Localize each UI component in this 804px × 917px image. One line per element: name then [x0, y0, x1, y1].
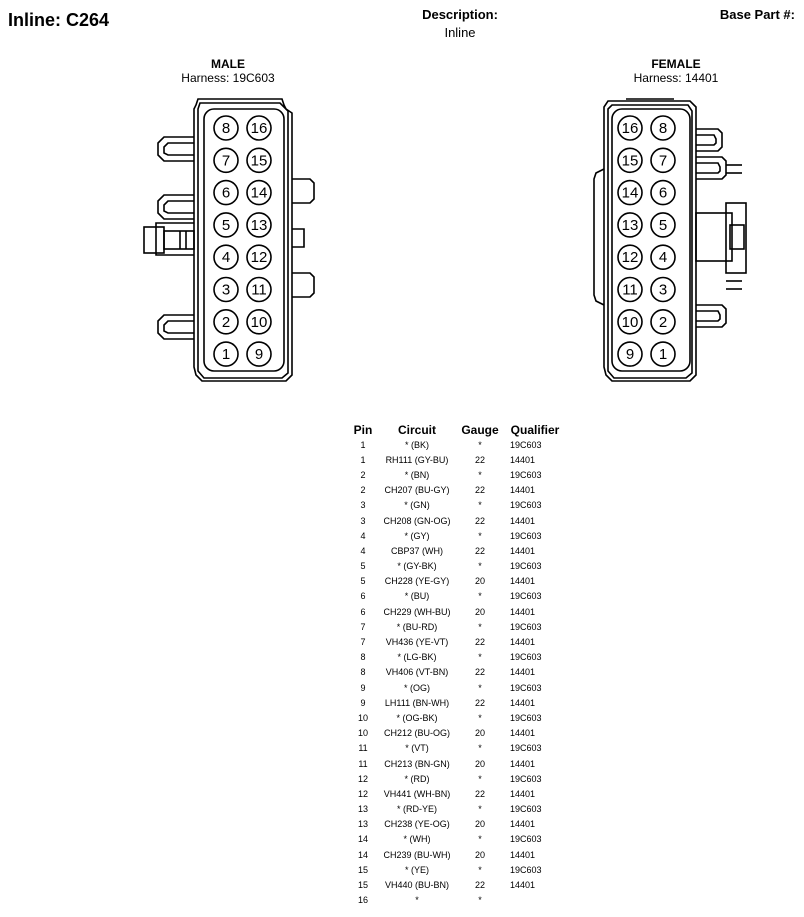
female-connector-title — [596, 57, 756, 85]
cell-pin: 12 — [357, 788, 368, 799]
male-pin-grid — [214, 116, 271, 366]
cell-pin: 2 — [360, 469, 366, 480]
cell-pin: 3 — [360, 515, 366, 526]
cell-gauge: 20 — [474, 849, 485, 860]
female-pin-number: 8 — [658, 120, 668, 137]
cell-qualifier: 19C603 — [510, 864, 542, 875]
cell-pin: 12 — [357, 773, 368, 784]
cell-gauge: 20 — [474, 728, 485, 739]
male-pin-number: 3 — [221, 281, 231, 299]
table-row — [348, 650, 566, 665]
cell-qualifier: 14401 — [510, 515, 536, 526]
cell-pin: 4 — [360, 530, 366, 541]
cell-pin: 9 — [360, 697, 366, 708]
male-pin-number: 11 — [251, 281, 267, 299]
female-connector-body — [594, 99, 746, 381]
cell-pin: 6 — [360, 606, 366, 617]
cell-circuit: * (BK) — [404, 439, 429, 450]
cell-qualifier: 14401 — [510, 758, 536, 769]
cell-pin: 13 — [357, 804, 368, 815]
cell-qualifier: 19C603 — [510, 834, 542, 845]
pinout-table — [348, 423, 566, 908]
cell-gauge: 22 — [474, 545, 485, 556]
table-row — [348, 604, 566, 619]
female-pin-number: 15 — [621, 152, 639, 170]
table-row — [348, 634, 566, 649]
table-row — [348, 741, 566, 756]
cell-gauge: * — [478, 469, 482, 480]
table-row — [348, 786, 566, 801]
cell-gauge: * — [478, 712, 482, 723]
table-row — [348, 832, 566, 847]
table-row — [348, 437, 566, 452]
cell-qualifier: 14401 — [510, 485, 536, 496]
table-row — [348, 574, 566, 589]
cell-gauge: 22 — [474, 788, 485, 799]
cell-qualifier: 14401 — [510, 819, 536, 830]
table-row — [348, 802, 566, 817]
cell-circuit: RH111 (GY-BU) — [385, 454, 449, 465]
cell-pin: 8 — [360, 667, 366, 678]
cell-gauge: * — [478, 439, 482, 450]
table-row — [348, 817, 566, 832]
cell-gauge: 22 — [474, 667, 485, 678]
table-row — [348, 452, 566, 467]
description-value: Inline — [444, 25, 476, 40]
cell-qualifier: 19C603 — [510, 500, 542, 511]
cell-gauge: * — [478, 621, 482, 632]
cell-circuit: * (VT) — [405, 743, 429, 754]
table-row — [348, 467, 566, 482]
cell-pin: 14 — [357, 849, 368, 860]
cell-circuit: * — [415, 895, 419, 906]
cell-qualifier: 14401 — [510, 606, 536, 617]
cell-circuit: CH208 (GN-OG) — [383, 515, 451, 526]
cell-circuit: CBP37 (WH) — [390, 545, 443, 556]
cell-gauge: * — [478, 743, 482, 754]
cell-pin: 7 — [360, 637, 366, 648]
cell-circuit: * (OG) — [404, 682, 430, 693]
male-harness: Harness: 19C603 — [181, 71, 275, 85]
cell-circuit: CH213 (BN-GN) — [384, 758, 450, 769]
cell-qualifier: 14401 — [510, 454, 536, 465]
header-gauge: Gauge — [461, 423, 499, 437]
cell-qualifier: 19C603 — [510, 469, 542, 480]
cell-circuit: LH111 (BN-WH) — [384, 697, 450, 708]
cell-pin: 8 — [360, 652, 366, 663]
table-row — [348, 710, 566, 725]
cell-pin: 2 — [360, 485, 366, 496]
cell-pin: 15 — [357, 880, 368, 891]
cell-gauge: 22 — [474, 697, 485, 708]
cell-qualifier: 19C603 — [510, 530, 542, 541]
base-part-label: Base Part #: — [719, 7, 795, 22]
male-pin-number: 16 — [250, 120, 268, 137]
cell-pin: 4 — [360, 545, 366, 556]
page-title: Inline: C264 — [8, 10, 110, 30]
cell-gauge: 22 — [474, 485, 485, 496]
cell-gauge: * — [478, 682, 482, 693]
cell-pin: 11 — [358, 743, 368, 754]
female-pin-number: 6 — [658, 184, 668, 202]
header-circuit: Circuit — [397, 423, 436, 437]
cell-pin: 7 — [360, 621, 366, 632]
cell-qualifier: 14401 — [510, 880, 536, 891]
male-pin-number: 5 — [221, 216, 231, 234]
female-pin-number: 3 — [658, 281, 668, 299]
female-pin-number: 5 — [658, 216, 668, 234]
cell-gauge: 20 — [474, 606, 485, 617]
table-row — [348, 680, 566, 695]
male-pin-number: 10 — [250, 313, 268, 331]
cell-qualifier: 19C603 — [510, 439, 542, 450]
table-row — [348, 862, 566, 877]
cell-pin: 3 — [360, 500, 366, 511]
cell-circuit: * (WH) — [403, 834, 431, 845]
table-row — [348, 513, 566, 528]
cell-circuit: * (GY) — [404, 530, 430, 541]
male-pin-number: 6 — [221, 184, 231, 202]
table-header-row — [348, 423, 566, 437]
cell-circuit: * (BU-RD) — [396, 621, 438, 632]
cell-gauge: 22 — [474, 454, 485, 465]
female-pin-number: 7 — [658, 152, 668, 170]
male-connector-title — [148, 57, 308, 85]
cell-qualifier: 19C603 — [510, 621, 542, 632]
table-row — [348, 665, 566, 680]
male-pin-number: 12 — [250, 249, 268, 267]
table-row — [348, 726, 566, 741]
male-connector-diagram — [140, 95, 325, 387]
table-row — [348, 695, 566, 710]
cell-circuit: CH212 (BU-OG) — [383, 728, 450, 739]
description-label: Description: — [422, 7, 498, 22]
female-pin-number: 2 — [658, 313, 668, 331]
cell-circuit: * (GN) — [404, 500, 430, 511]
male-pin-number: 2 — [221, 313, 231, 331]
table-row — [348, 847, 566, 862]
cell-pin: 5 — [360, 561, 366, 572]
table-row — [348, 756, 566, 771]
female-pin-number: 13 — [621, 216, 639, 234]
table-row — [348, 893, 566, 908]
table-row — [348, 559, 566, 574]
table-row — [348, 619, 566, 634]
cell-circuit: VH440 (BU-BN) — [384, 880, 449, 891]
table-row — [348, 877, 566, 892]
cell-gauge: * — [478, 591, 482, 602]
female-pin-number: 10 — [621, 313, 639, 331]
cell-circuit: CH238 (YE-OG) — [384, 819, 450, 830]
cell-pin: 10 — [357, 712, 368, 723]
cell-gauge: * — [478, 561, 482, 572]
male-pin-number: 15 — [250, 152, 268, 170]
cell-gauge: 20 — [474, 758, 485, 769]
female-pin-number: 14 — [621, 184, 639, 202]
male-pin-number: 9 — [254, 346, 264, 364]
cell-circuit: VH436 (YE-VT) — [385, 637, 449, 648]
cell-circuit: CH239 (BU-WH) — [383, 849, 451, 860]
cell-qualifier — [504, 893, 566, 908]
cell-pin: 13 — [357, 819, 368, 830]
cell-gauge: * — [478, 652, 482, 663]
cell-pin: 15 — [357, 864, 368, 875]
table-row — [348, 483, 566, 498]
cell-pin: 10 — [357, 728, 368, 739]
cell-circuit: * (OG-BK) — [396, 712, 438, 723]
cell-gauge: * — [478, 773, 482, 784]
male-connector-body — [144, 99, 314, 381]
cell-gauge: 22 — [474, 880, 485, 891]
table-row — [348, 498, 566, 513]
cell-qualifier: 19C603 — [510, 682, 542, 693]
cell-gauge: 22 — [474, 515, 485, 526]
cell-pin: 9 — [360, 682, 366, 693]
cell-circuit: * (BN) — [404, 469, 430, 480]
cell-pin: 11 — [358, 758, 368, 769]
table-row — [348, 528, 566, 543]
cell-qualifier: 14401 — [510, 637, 536, 648]
cell-pin: 1 — [360, 454, 366, 465]
cell-circuit: CH229 (WH-BU) — [383, 606, 451, 617]
cell-circuit: * (RD-YE) — [397, 804, 437, 815]
cell-circuit: * (LG-BK) — [397, 652, 437, 663]
female-pin-grid — [618, 116, 675, 366]
female-label: FEMALE — [651, 57, 701, 71]
cell-gauge: 20 — [474, 819, 485, 830]
cell-circuit: * (YE) — [404, 864, 429, 875]
male-pin-number: 14 — [250, 184, 268, 202]
cell-circuit: * (BU) — [404, 591, 430, 602]
cell-qualifier: 14401 — [510, 576, 536, 587]
female-pin-number: 16 — [621, 120, 639, 137]
cell-gauge: * — [478, 834, 482, 845]
cell-qualifier: 14401 — [510, 697, 536, 708]
cell-qualifier: 14401 — [510, 849, 536, 860]
cell-qualifier: 19C603 — [510, 773, 542, 784]
cell-gauge: * — [478, 500, 482, 511]
cell-qualifier: 19C603 — [510, 561, 542, 572]
cell-pin: 6 — [360, 591, 366, 602]
female-harness: Harness: 14401 — [633, 71, 719, 85]
cell-qualifier: 14401 — [510, 545, 536, 556]
cell-qualifier: 14401 — [510, 788, 536, 799]
cell-circuit: CH207 (BU-GY) — [384, 485, 450, 496]
cell-circuit: * (RD) — [404, 773, 430, 784]
cell-qualifier: 19C603 — [510, 743, 542, 754]
cell-pin: 16 — [357, 895, 368, 906]
table-row — [348, 589, 566, 604]
table-row — [348, 771, 566, 786]
header-pin: Pin — [353, 423, 373, 437]
male-pin-number: 8 — [221, 120, 231, 137]
female-pin-number: 9 — [625, 346, 635, 364]
cell-circuit: VH441 (WH-BN) — [383, 788, 451, 799]
cell-circuit: * (GY-BK) — [397, 561, 437, 572]
female-pin-number: 1 — [658, 346, 668, 364]
cell-gauge: * — [478, 864, 482, 875]
female-pin-number: 4 — [658, 249, 668, 267]
cell-gauge: * — [478, 530, 482, 541]
cell-circuit: VH406 (VT-BN) — [385, 667, 449, 678]
male-pin-number: 1 — [221, 346, 231, 364]
table-row — [348, 543, 566, 558]
male-label: MALE — [211, 57, 245, 71]
cell-qualifier: 19C603 — [510, 591, 542, 602]
cell-pin: 5 — [360, 576, 366, 587]
cell-circuit: CH228 (YE-GY) — [384, 576, 450, 587]
cell-pin: 1 — [360, 439, 366, 450]
cell-qualifier: 19C603 — [510, 652, 542, 663]
cell-qualifier: 14401 — [510, 728, 536, 739]
cell-pin: 14 — [357, 834, 368, 845]
male-pin-number: 7 — [221, 152, 231, 170]
header-qualifier: Qualifier — [510, 423, 560, 437]
male-pin-number: 4 — [221, 249, 231, 267]
cell-gauge: * — [478, 804, 482, 815]
cell-qualifier: 19C603 — [510, 712, 542, 723]
cell-qualifier: 14401 — [510, 667, 536, 678]
female-pin-number: 11 — [622, 281, 638, 299]
cell-qualifier: 19C603 — [510, 804, 542, 815]
cell-gauge: 22 — [474, 637, 485, 648]
female-pin-number: 12 — [621, 249, 639, 267]
cell-gauge: * — [478, 895, 482, 906]
cell-gauge: 20 — [474, 576, 485, 587]
female-connector-diagram — [590, 95, 760, 387]
description-block — [380, 7, 540, 40]
male-pin-number: 13 — [250, 216, 268, 234]
